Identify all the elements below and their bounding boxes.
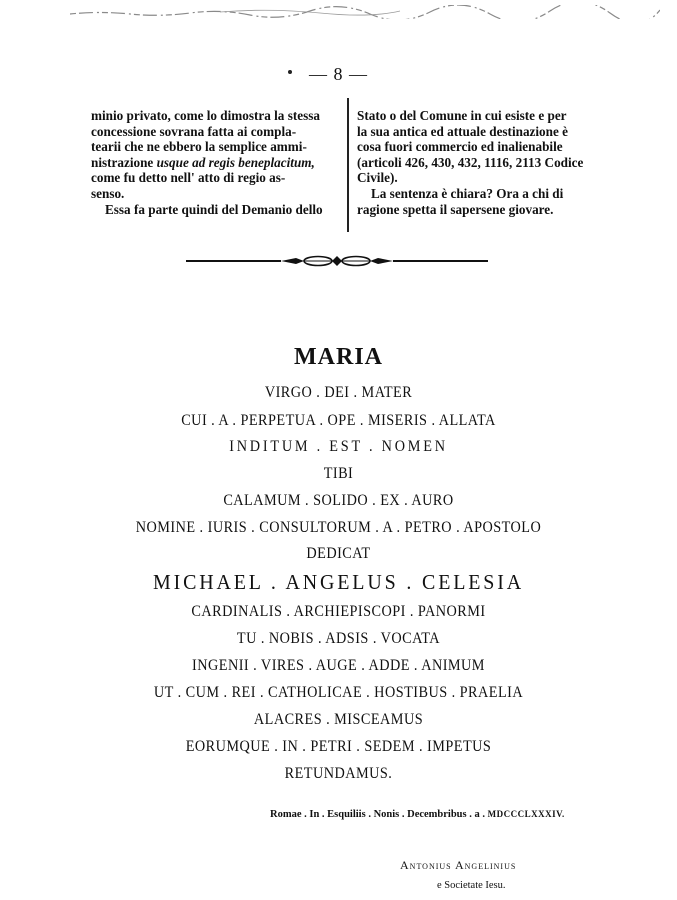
dedication-line: NOMINE . IURIS . CONSULTORUM . A . PETRO . APOSTOLO xyxy=(135,519,542,536)
left-text-column xyxy=(91,108,337,217)
dedication-line: UT . CUM . REI . CATHOLICAE . HOSTIBUS . PRAELIA xyxy=(153,684,524,701)
signature-name: Antonius Angelinius xyxy=(400,858,517,872)
dedication-line: RETUNDAMUS. xyxy=(284,765,393,782)
dedication-line: INGENII . VIRES . AUGE . ADDE . ANIMUM xyxy=(192,657,485,674)
text-line: minio privato, come lo dimostra la stessa xyxy=(91,108,320,123)
text-line: la sua antica ed attuale destinazione è xyxy=(357,123,568,139)
signature-society: e Societate Iesu. xyxy=(437,880,506,891)
imprint-year: MDCCCLXXXIV. xyxy=(487,809,565,819)
ornamental-rule-icon xyxy=(186,252,488,270)
dedication-line: VIRGO . DEI . MATER xyxy=(264,384,413,401)
dedication-line: CUI . A . PERPETUA . OPE . MISERIS . ALLATA xyxy=(181,412,496,429)
text-line: Stato o del Comune in cui esiste e per xyxy=(357,108,567,123)
dedication-line: CALAMUM . SOLIDO . EX . AURO xyxy=(223,492,454,509)
right-text-column xyxy=(357,108,605,217)
latin-phrase: usque ad regis beneplacitum, xyxy=(156,154,315,170)
text-line: come fu detto nell' atto di regio as- xyxy=(91,170,286,186)
imprint-text: Romae . In . Esquiliis . Nonis . Decembribus . a . xyxy=(270,809,488,820)
dedication-line: CARDINALIS . ARCHIEPISCOPI . PANORMI xyxy=(191,603,486,620)
text-line: Essa fa parte quindi del Demanio dello xyxy=(105,201,323,217)
column-divider xyxy=(347,98,349,232)
text-fragment: nistrazione xyxy=(91,154,157,170)
imprint-line xyxy=(270,809,565,820)
text-line: cosa fuori commercio ed inalienabile xyxy=(357,139,563,155)
text-line: tearii che ne ebbero la semplice ammi- xyxy=(91,139,307,155)
text-line: Civile). xyxy=(357,170,398,186)
top-edge-stain xyxy=(70,5,660,19)
dedication-line: TIBI xyxy=(323,465,354,482)
text-line: concessione sovrana fatta ai compla- xyxy=(91,123,297,139)
dedication-line: MICHAEL . ANGELUS . CELESIA xyxy=(152,570,525,594)
text-line: (articoli 426, 430, 432, 1116, 2113 Codice xyxy=(357,154,584,170)
text-line xyxy=(91,155,337,171)
page-number: — 8 — xyxy=(309,64,368,84)
dedication-line: DEDICAT xyxy=(306,545,371,562)
text-line: La sentenza è chiara? Ora a chi di xyxy=(371,185,564,201)
dedication-line: INDITUM . EST . NOMEN xyxy=(229,438,448,455)
text-line: ragione spetta il sapersene giovare. xyxy=(357,201,554,217)
text-line: senso. xyxy=(91,185,125,201)
dedication-title: MARIA xyxy=(294,344,383,370)
dedication-line: TU . NOBIS . ADSIS . VOCATA xyxy=(236,630,441,647)
dedication-line: EORUMQUE . IN . PETRI . SEDEM . IMPETUS xyxy=(185,738,492,755)
dedication-line: ALACRES . MISCEAMUS xyxy=(253,711,424,728)
